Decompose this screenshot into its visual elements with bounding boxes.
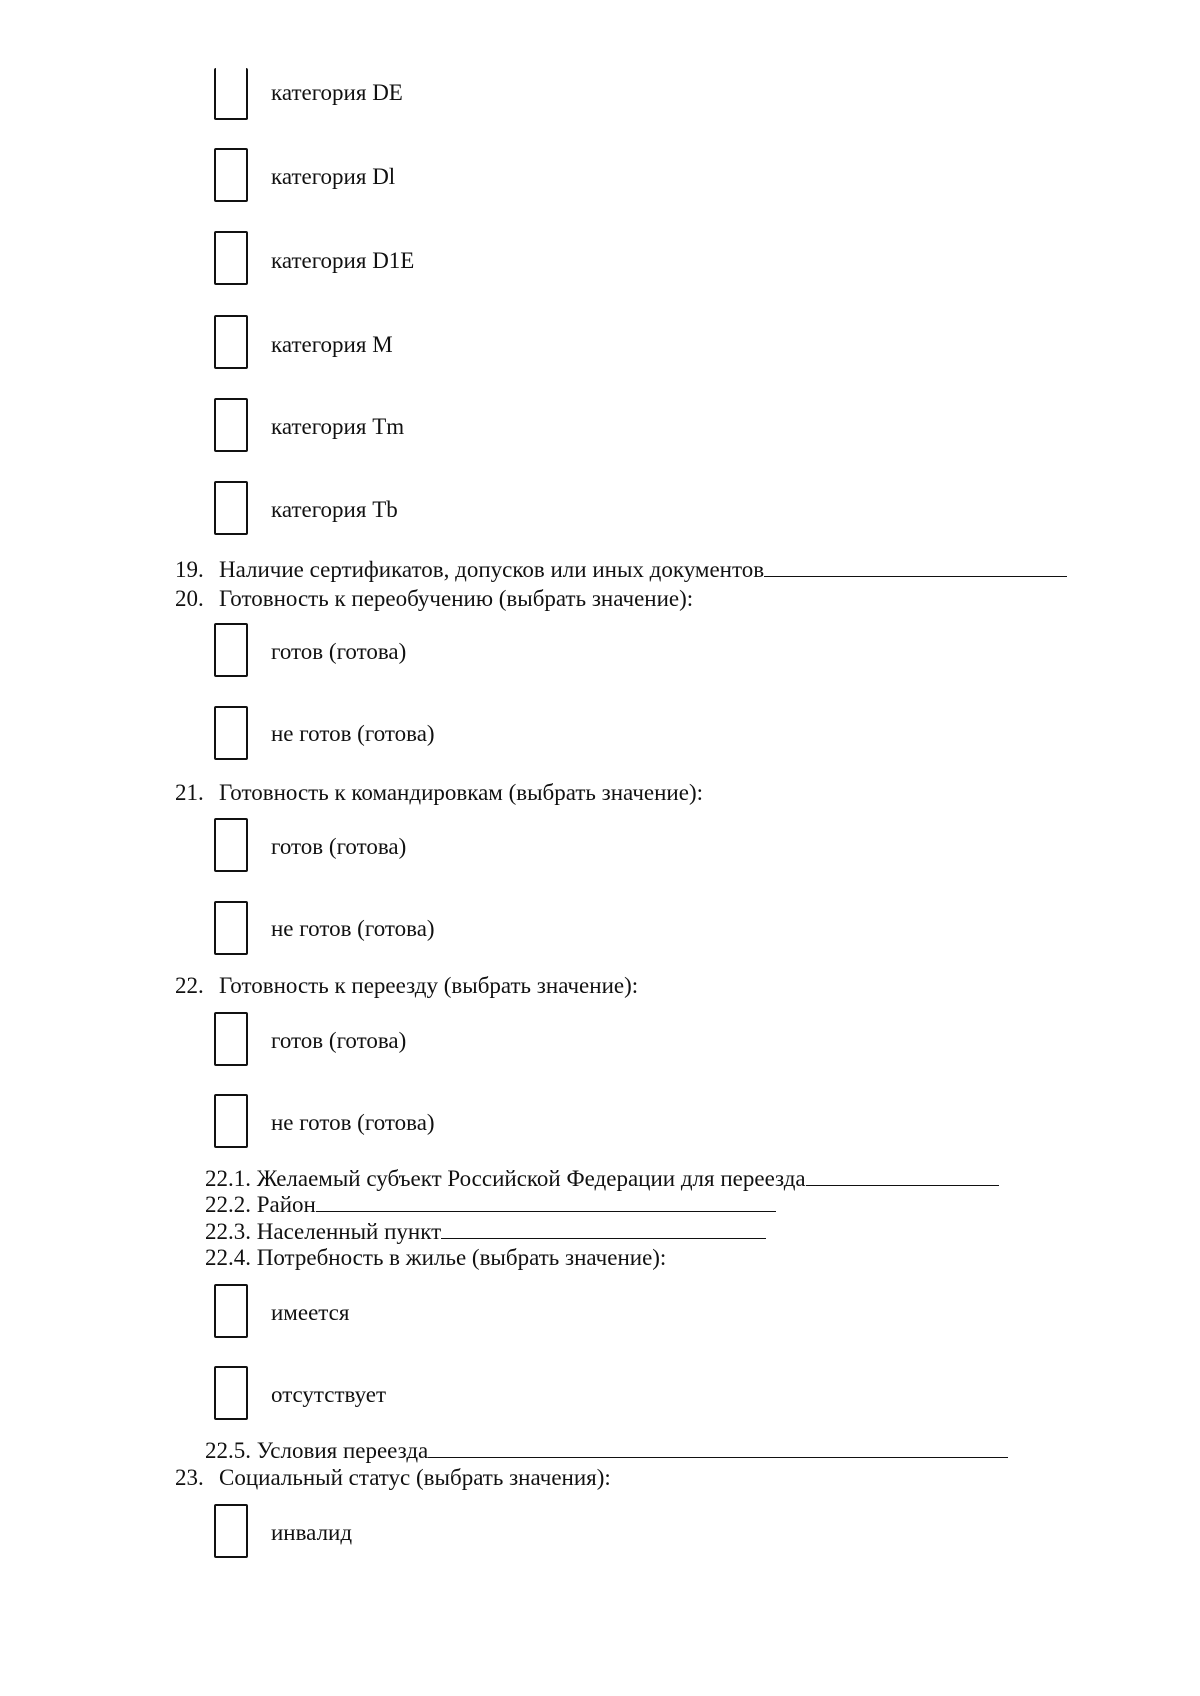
subquestion-22-5-text: 22.5. Условия переезда xyxy=(205,1438,429,1463)
subquestion-22-5 xyxy=(205,1437,1008,1464)
question-20-text: Готовность к переобучению (выбрать значение): xyxy=(219,586,694,611)
question-19-number: 19. xyxy=(175,557,204,582)
category-m-label: категория M xyxy=(271,332,393,357)
relocation-ready-label: готов (готова) xyxy=(271,1028,407,1053)
question-19-text: Наличие сертификатов, допусков или иных документов xyxy=(219,557,765,582)
subquestion-22-1 xyxy=(205,1165,999,1192)
checkbox-retraining-not-ready[interactable] xyxy=(214,706,248,760)
checkbox-relocation-not-ready[interactable] xyxy=(214,1094,248,1148)
question-21-text: Готовность к командировкам (выбрать значение): xyxy=(219,780,703,805)
checkbox-disabled-person[interactable] xyxy=(214,1504,248,1558)
category-d1-label: категория Dl xyxy=(271,164,396,189)
checkbox-housing-none[interactable] xyxy=(214,1366,248,1420)
question-23-text: Социальный статус (выбрать значения): xyxy=(219,1465,611,1490)
checkbox-business-trips-ready[interactable] xyxy=(214,818,248,872)
subquestion-22-1-text: 22.1. Желаемый субъект Российской Федерации для переезда xyxy=(205,1166,806,1191)
district-input-line[interactable] xyxy=(316,1191,776,1212)
housing-none-label: отсутствует xyxy=(271,1382,387,1407)
subquestion-22-4 xyxy=(205,1245,666,1271)
question-20 xyxy=(175,586,693,612)
question-21 xyxy=(175,780,703,806)
question-23-number: 23. xyxy=(175,1465,204,1490)
subquestion-22-3 xyxy=(205,1218,766,1245)
checkbox-category-d1[interactable] xyxy=(214,148,248,202)
settlement-input-line[interactable] xyxy=(441,1218,766,1239)
question-22-text: Готовность к переезду (выбрать значение): xyxy=(219,973,639,998)
business-trips-ready-label: готов (готова) xyxy=(271,834,407,859)
question-20-number: 20. xyxy=(175,586,204,611)
question-21-number: 21. xyxy=(175,780,204,805)
desired-region-input-line[interactable] xyxy=(806,1165,999,1186)
subquestion-22-3-text: 22.3. Населенный пункт xyxy=(205,1219,442,1244)
disabled-person-label: инвалид xyxy=(271,1520,353,1545)
category-d1e-label: категория D1E xyxy=(271,248,415,273)
subquestion-22-2-text: 22.2. Район xyxy=(205,1192,316,1217)
question-22-number: 22. xyxy=(175,973,204,998)
checkbox-category-m[interactable] xyxy=(214,315,248,369)
question-19 xyxy=(175,556,1067,583)
checkbox-relocation-ready[interactable] xyxy=(214,1012,248,1066)
category-tb-label: категория Tb xyxy=(271,497,398,522)
checkbox-retraining-ready[interactable] xyxy=(214,623,248,677)
question-22 xyxy=(175,973,638,999)
retraining-ready-label: готов (готова) xyxy=(271,639,407,664)
subquestion-22-2 xyxy=(205,1191,776,1218)
relocation-conditions-input-line[interactable] xyxy=(428,1437,1008,1458)
subquestion-22-4-text: 22.4. Потребность в жилье (выбрать значение): xyxy=(205,1245,667,1270)
checkbox-category-d1e[interactable] xyxy=(214,231,248,285)
checkbox-category-de[interactable] xyxy=(214,68,248,120)
relocation-not-ready-label: не готов (готова) xyxy=(271,1110,435,1135)
checkbox-category-tb[interactable] xyxy=(214,481,248,535)
category-de-label: категория DE xyxy=(271,80,403,105)
question-23 xyxy=(175,1465,611,1491)
retraining-not-ready-label: не готов (готова) xyxy=(271,721,435,746)
checkbox-housing-have[interactable] xyxy=(214,1284,248,1338)
checkbox-business-trips-not-ready[interactable] xyxy=(214,901,248,955)
certificates-input-line[interactable] xyxy=(764,556,1067,577)
category-tm-label: категория Tm xyxy=(271,414,405,439)
housing-have-label: имеется xyxy=(271,1300,350,1325)
business-trips-not-ready-label: не готов (готова) xyxy=(271,916,435,941)
checkbox-category-tm[interactable] xyxy=(214,398,248,452)
